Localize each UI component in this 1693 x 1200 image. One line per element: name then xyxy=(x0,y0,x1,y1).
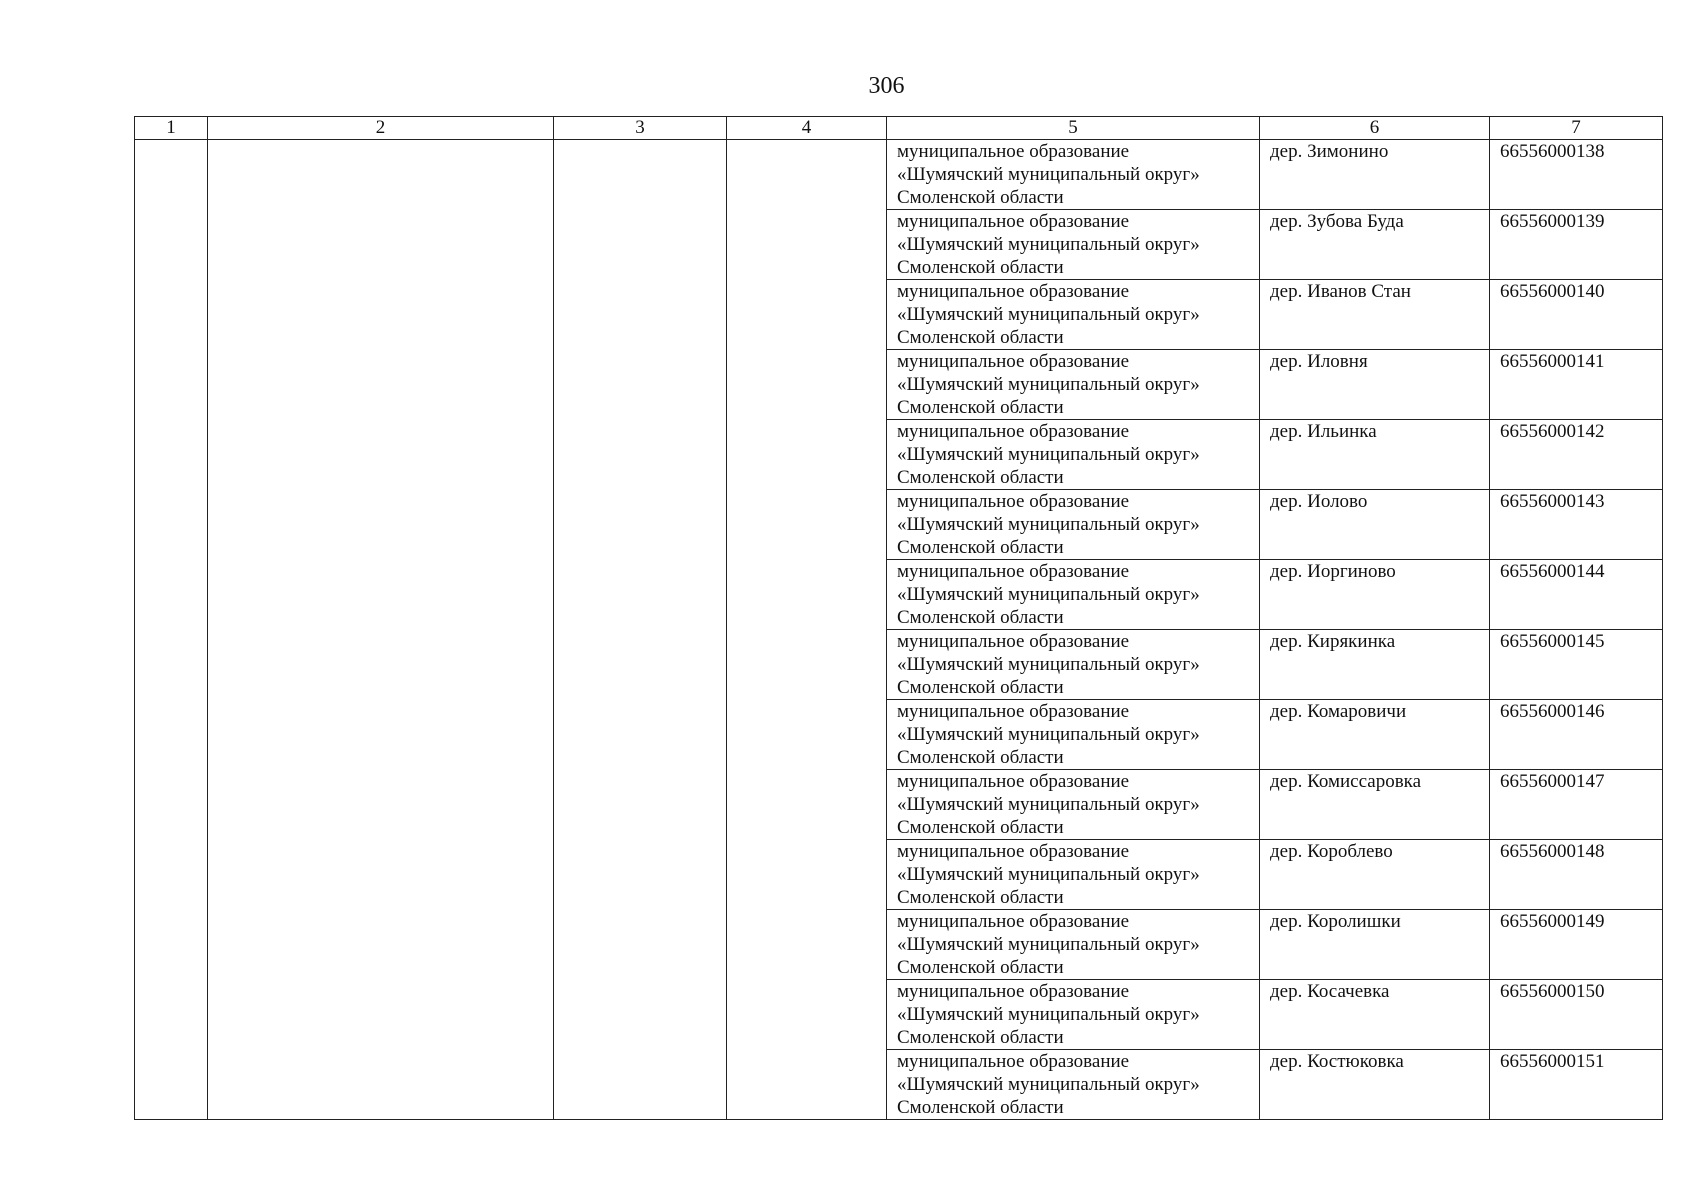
oktmo-code-cell: 66556000145 xyxy=(1490,630,1663,700)
municipality-line: муниципальное образование xyxy=(897,351,1130,372)
municipality-line: Смоленской области xyxy=(897,747,1064,768)
municipality-cell xyxy=(887,420,1260,490)
municipality-line: Смоленской области xyxy=(897,467,1064,488)
oktmo-code-cell: 66556000148 xyxy=(1490,840,1663,910)
oktmo-code-cell: 66556000149 xyxy=(1490,910,1663,980)
municipality-line: муниципальное образование xyxy=(897,841,1130,862)
municipality-line: муниципальное образование xyxy=(897,491,1130,512)
oktmo-code-cell: 66556000150 xyxy=(1490,980,1663,1050)
municipality-cell xyxy=(887,560,1260,630)
oktmo-code-cell: 66556000141 xyxy=(1490,350,1663,420)
settlement-cell: дер. Иловня xyxy=(1260,350,1490,420)
column-header-2: 2 xyxy=(208,117,554,140)
municipality-line: муниципальное образование xyxy=(897,911,1130,932)
municipality-line: муниципальное образование xyxy=(897,561,1130,582)
settlement-cell: дер. Косачевка xyxy=(1260,980,1490,1050)
settlement-cell: дер. Иолово xyxy=(1260,490,1490,560)
municipality-line: «Шумячский муниципальный округ» xyxy=(897,654,1200,675)
municipality-line: Смоленской области xyxy=(897,1097,1064,1118)
municipality-line: муниципальное образование xyxy=(897,701,1130,722)
oktmo-code-cell: 66556000142 xyxy=(1490,420,1663,490)
municipality-line: Смоленской области xyxy=(897,537,1064,558)
municipality-cell xyxy=(887,770,1260,840)
municipality-line: муниципальное образование xyxy=(897,211,1130,232)
settlement-cell: дер. Комиссаровка xyxy=(1260,770,1490,840)
municipality-cell xyxy=(887,630,1260,700)
municipality-cell xyxy=(887,490,1260,560)
empty-cell-col-4 xyxy=(727,140,887,1120)
municipality-line: муниципальное образование xyxy=(897,771,1130,792)
settlement-cell: дер. Королишки xyxy=(1260,910,1490,980)
municipality-cell xyxy=(887,140,1260,210)
municipality-cell xyxy=(887,350,1260,420)
settlement-cell: дер. Ильинка xyxy=(1260,420,1490,490)
municipality-line: Смоленской области xyxy=(897,257,1064,278)
column-header-5: 5 xyxy=(887,117,1260,140)
municipality-line: муниципальное образование xyxy=(897,631,1130,652)
oktmo-code-cell: 66556000139 xyxy=(1490,210,1663,280)
page-number: 306 xyxy=(868,73,905,99)
municipality-cell xyxy=(887,210,1260,280)
settlement-cell: дер. Зубова Буда xyxy=(1260,210,1490,280)
municipality-line: «Шумячский муниципальный округ» xyxy=(897,164,1200,185)
column-header-3: 3 xyxy=(554,117,727,140)
municipality-line: Смоленской области xyxy=(897,397,1064,418)
table-row xyxy=(135,140,1663,210)
header-row xyxy=(135,117,1663,140)
oktmo-code-cell: 66556000147 xyxy=(1490,770,1663,840)
empty-cell-col-3 xyxy=(554,140,727,1120)
oktmo-code-cell: 66556000146 xyxy=(1490,700,1663,770)
oktmo-code-cell: 66556000138 xyxy=(1490,140,1663,210)
municipality-line: «Шумячский муниципальный округ» xyxy=(897,584,1200,605)
municipality-cell xyxy=(887,280,1260,350)
settlement-cell: дер. Иванов Стан xyxy=(1260,280,1490,350)
municipality-line: Смоленской области xyxy=(897,187,1064,208)
empty-cell-col-1 xyxy=(135,140,208,1120)
table-body xyxy=(135,140,1663,1120)
oktmo-code-cell: 66556000151 xyxy=(1490,1050,1663,1120)
column-header-6: 6 xyxy=(1260,117,1490,140)
municipality-line: «Шумячский муниципальный округ» xyxy=(897,514,1200,535)
column-header-4: 4 xyxy=(727,117,887,140)
municipality-line: муниципальное образование xyxy=(897,981,1130,1002)
column-header-1: 1 xyxy=(135,117,208,140)
municipality-line: муниципальное образование xyxy=(897,281,1130,302)
municipality-cell xyxy=(887,980,1260,1050)
municipality-line: «Шумячский муниципальный округ» xyxy=(897,234,1200,255)
settlement-cell: дер. Зимонино xyxy=(1260,140,1490,210)
municipality-line: «Шумячский муниципальный округ» xyxy=(897,374,1200,395)
municipality-cell xyxy=(887,700,1260,770)
municipality-line: муниципальное образование xyxy=(897,421,1130,442)
municipality-line: «Шумячский муниципальный округ» xyxy=(897,934,1200,955)
municipality-line: муниципальное образование xyxy=(897,1051,1130,1072)
municipality-line: Смоленской области xyxy=(897,1027,1064,1048)
municipality-line: «Шумячский муниципальный округ» xyxy=(897,444,1200,465)
column-header-7: 7 xyxy=(1490,117,1663,140)
municipality-line: «Шумячский муниципальный округ» xyxy=(897,1074,1200,1095)
municipality-line: «Шумячский муниципальный округ» xyxy=(897,864,1200,885)
municipality-cell xyxy=(887,840,1260,910)
municipality-line: «Шумячский муниципальный округ» xyxy=(897,724,1200,745)
municipality-line: Смоленской области xyxy=(897,817,1064,838)
registry-table xyxy=(134,116,1663,1120)
empty-cell-col-2 xyxy=(208,140,554,1120)
oktmo-code-cell: 66556000140 xyxy=(1490,280,1663,350)
municipality-line: Смоленской области xyxy=(897,887,1064,908)
municipality-cell xyxy=(887,910,1260,980)
municipality-line: «Шумячский муниципальный округ» xyxy=(897,1004,1200,1025)
municipality-line: Смоленской области xyxy=(897,957,1064,978)
municipality-line: муниципальное образование xyxy=(897,141,1130,162)
settlement-cell: дер. Короблево xyxy=(1260,840,1490,910)
settlement-cell: дер. Костюковка xyxy=(1260,1050,1490,1120)
settlement-cell: дер. Комаровичи xyxy=(1260,700,1490,770)
settlement-cell: дер. Иоргиново xyxy=(1260,560,1490,630)
oktmo-code-cell: 66556000144 xyxy=(1490,560,1663,630)
municipality-line: Смоленской области xyxy=(897,607,1064,628)
settlement-cell: дер. Кирякинка xyxy=(1260,630,1490,700)
municipality-cell xyxy=(887,1050,1260,1120)
municipality-line: Смоленской области xyxy=(897,677,1064,698)
oktmo-code-cell: 66556000143 xyxy=(1490,490,1663,560)
municipality-line: Смоленской области xyxy=(897,327,1064,348)
municipality-line: «Шумячский муниципальный округ» xyxy=(897,794,1200,815)
municipality-line: «Шумячский муниципальный округ» xyxy=(897,304,1200,325)
